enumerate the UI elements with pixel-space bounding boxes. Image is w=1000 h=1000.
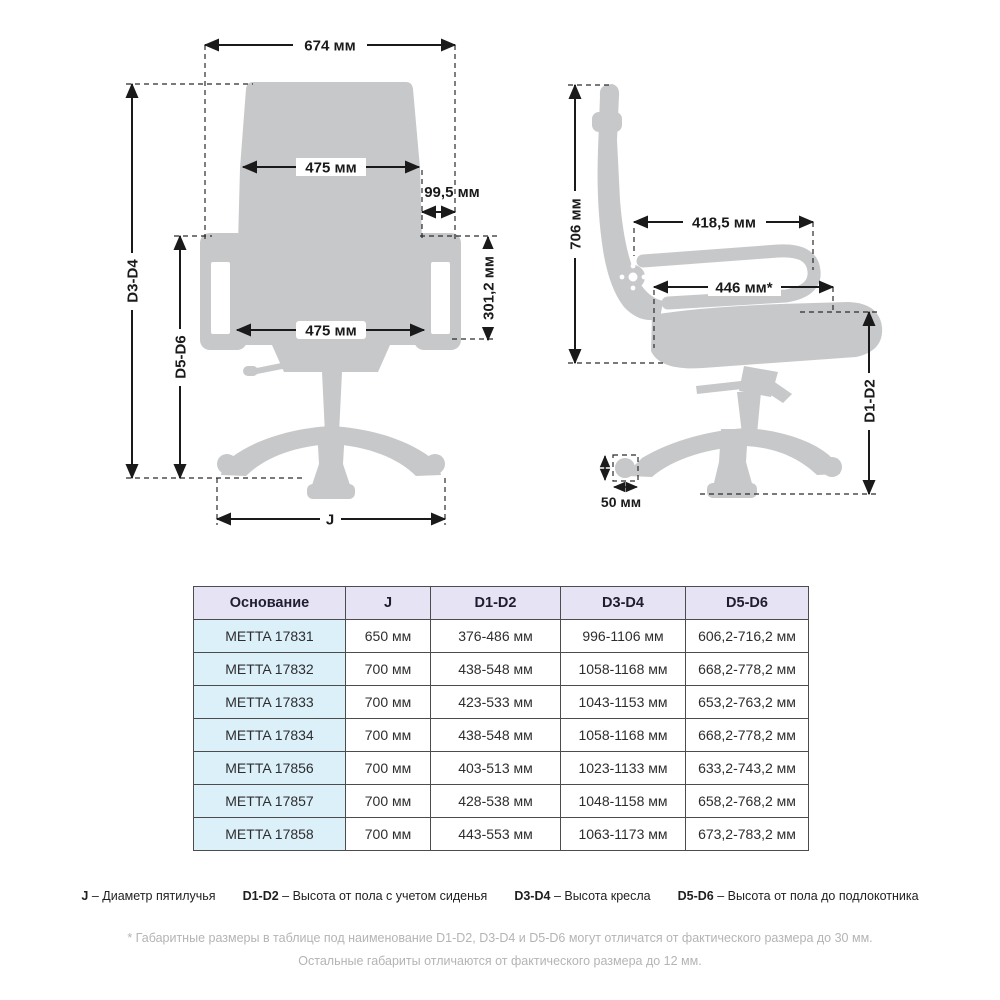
caster-wheel bbox=[822, 457, 842, 477]
cell-model: METTA 17831 bbox=[194, 620, 346, 653]
dim-chair-height-d3d4 bbox=[122, 84, 142, 478]
legend-item-d3d4 bbox=[514, 889, 650, 903]
footnote-line-2: Остальные габариты отличаются от фактического размера до 12 мм. bbox=[298, 954, 702, 968]
dim-front-armrest-offset-label: 99,5 мм bbox=[424, 184, 480, 201]
cell-d5d6: 653,2-763,2 мм bbox=[686, 686, 809, 719]
dim-seat-floor-label: D1-D2 bbox=[861, 379, 879, 423]
legend-desc: – Высота от пола с учетом сиденья bbox=[282, 889, 488, 903]
dim-front-top-width-label: 674 мм bbox=[304, 37, 356, 55]
cell-d3d4: 1058-1168 мм bbox=[561, 653, 686, 686]
dim-side-seat-depth-label: 446 мм* bbox=[715, 279, 773, 297]
cell-d5d6: 668,2-778,2 мм bbox=[686, 719, 809, 752]
legend-desc: – Высота от пола до подлокотника bbox=[717, 889, 919, 903]
dim-front-armrest-offset bbox=[422, 184, 480, 212]
table-row bbox=[194, 719, 809, 752]
legend-key: J bbox=[81, 889, 89, 903]
cell-d1d2: 438-548 мм bbox=[431, 653, 561, 686]
legend-key: D1-D2 bbox=[242, 889, 279, 903]
cell-model: METTA 17832 bbox=[194, 653, 346, 686]
footnote-line-1: * Габаритные размеры в таблице под наименование D1-D2, D3-D4 и D5-D6 могут отличатся от фактического размера до 30 мм. bbox=[127, 931, 873, 945]
cell-d1d2: 423-533 мм bbox=[431, 686, 561, 719]
dim-chair-height-label: D3-D4 bbox=[124, 259, 142, 303]
table-row bbox=[194, 818, 809, 851]
cell-d3d4: 1043-1153 мм bbox=[561, 686, 686, 719]
headrest-bracket bbox=[592, 112, 622, 132]
dim-front-armrest-height-label: 301,2 мм bbox=[480, 256, 498, 320]
table-row bbox=[194, 620, 809, 653]
cell-d5d6: 606,2-716,2 мм bbox=[686, 620, 809, 653]
dim-armrest-floor-d5d6 bbox=[170, 236, 190, 478]
caster-wheel bbox=[217, 454, 237, 474]
legend-desc: – Высота кресла bbox=[553, 889, 651, 903]
dim-armrest-floor-label: D5-D6 bbox=[172, 335, 190, 379]
header-base: Основание bbox=[194, 587, 346, 620]
cell-d1d2: 428-538 мм bbox=[431, 785, 561, 818]
header-d5d6: D5-D6 bbox=[686, 587, 809, 620]
cell-model: METTA 17833 bbox=[194, 686, 346, 719]
cell-d3d4: 1058-1168 мм bbox=[561, 719, 686, 752]
cell-d1d2: 403-513 мм bbox=[431, 752, 561, 785]
cell-d3d4: 996-1106 мм bbox=[561, 620, 686, 653]
table-row bbox=[194, 686, 809, 719]
table-row bbox=[194, 653, 809, 686]
dim-side-armrest-depth bbox=[634, 213, 813, 231]
header-d3d4: D3-D4 bbox=[561, 587, 686, 620]
legend-item-d1d2 bbox=[243, 889, 488, 903]
cell-j: 700 мм bbox=[346, 785, 431, 818]
chair-front-view-silhouette bbox=[200, 82, 461, 499]
legend-item-d5d6 bbox=[678, 889, 919, 903]
cell-d3d4: 1023-1133 мм bbox=[561, 752, 686, 785]
cell-d5d6: 658,2-768,2 мм bbox=[686, 785, 809, 818]
cell-j: 650 мм bbox=[346, 620, 431, 653]
cell-model: METTA 17856 bbox=[194, 752, 346, 785]
header-d1d2: D1-D2 bbox=[431, 587, 561, 620]
cell-d1d2: 438-548 мм bbox=[431, 719, 561, 752]
table-row bbox=[194, 752, 809, 785]
legend-item-j bbox=[81, 889, 215, 903]
cell-d3d4: 1063-1173 мм bbox=[561, 818, 686, 851]
cell-j: 700 мм bbox=[346, 686, 431, 719]
dim-front-armrest-height bbox=[478, 237, 498, 340]
legend-desc: – Диаметр пятилучья bbox=[91, 889, 216, 903]
dim-side-back-height-label: 706 мм bbox=[567, 198, 585, 250]
cell-j: 700 мм bbox=[346, 719, 431, 752]
dim-front-backrest-width-label: 475 мм bbox=[305, 159, 357, 177]
cell-model: METTA 17834 bbox=[194, 719, 346, 752]
dim-caster-size-label: 50 мм bbox=[600, 494, 642, 510]
dim-side-back-height bbox=[565, 85, 585, 363]
spec-table bbox=[193, 586, 809, 851]
caster-wheel bbox=[615, 458, 635, 478]
cell-d5d6: 668,2-778,2 мм bbox=[686, 653, 809, 686]
cell-d1d2: 376-486 мм bbox=[431, 620, 561, 653]
cell-d5d6: 633,2-743,2 мм bbox=[686, 752, 809, 785]
cell-d3d4: 1048-1158 мм bbox=[561, 785, 686, 818]
dim-base-diameter-j bbox=[217, 510, 445, 528]
cell-j: 700 мм bbox=[346, 818, 431, 851]
footnote bbox=[0, 927, 1000, 973]
caster-wheel bbox=[425, 454, 445, 474]
cell-model: METTA 17857 bbox=[194, 785, 346, 818]
header-j: J bbox=[346, 587, 431, 620]
cell-j: 700 мм bbox=[346, 752, 431, 785]
legend-key: D3-D4 bbox=[514, 889, 551, 903]
cell-model: METTA 17858 bbox=[194, 818, 346, 851]
cell-d1d2: 443-553 мм bbox=[431, 818, 561, 851]
legend-key: D5-D6 bbox=[677, 889, 714, 903]
dim-front-top-width bbox=[205, 36, 455, 54]
dim-front-seat-width-label: 475 мм bbox=[305, 322, 357, 340]
legend bbox=[0, 889, 1000, 903]
dim-base-diameter-label: J bbox=[325, 511, 335, 529]
table-header-row bbox=[194, 587, 809, 620]
cell-j: 700 мм bbox=[346, 653, 431, 686]
dim-side-armrest-depth-label: 418,5 мм bbox=[692, 214, 756, 232]
cell-d5d6: 673,2-783,2 мм bbox=[686, 818, 809, 851]
table-row bbox=[194, 785, 809, 818]
